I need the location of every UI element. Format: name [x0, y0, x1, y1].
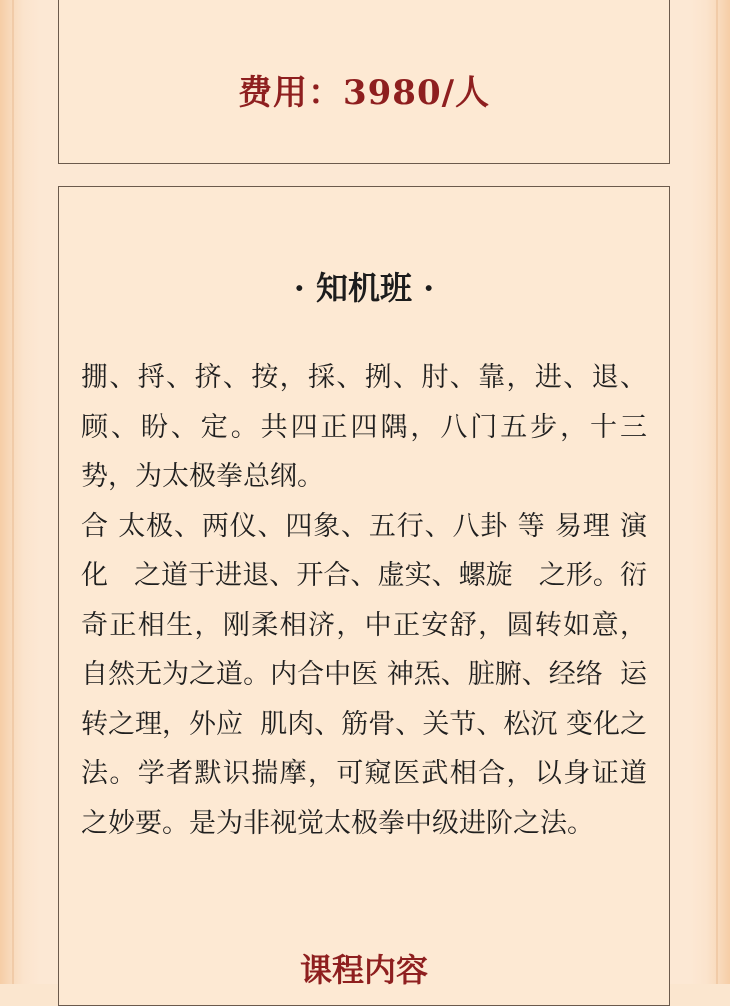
- class-title: · 知机班 ·: [293, 269, 435, 307]
- description-paragraph-1: 掤、捋、挤、按，採、挒、肘、靠，进、退、顾、盼、定。共四正四隅，八门五步，十三势，为太极拳总纲。: [81, 362, 647, 492]
- price-card: [58, 0, 670, 164]
- course-content-heading: 课程内容: [299, 951, 428, 989]
- price-text: 费用：3980/人: [237, 73, 491, 113]
- class-description: [81, 353, 647, 848]
- description-paragraph-2: 合 太极、两仪、四象、五行、八卦 等 易理 演化 之道于进退、开合、虚实、螺旋 之形。衍奇正相生，刚柔相济，中正安舒，圆转如意，自然无为之道。内合中医 神炁、脏腑、经络 运转之理，外应 肌肉、筋骨、关节、松沉 变化之法。学者默识揣摩，可窥医武相合，以身证道之妙要。是为非视觉太极拳中级进阶之法。: [81, 510, 647, 839]
- class-card: [58, 186, 670, 1006]
